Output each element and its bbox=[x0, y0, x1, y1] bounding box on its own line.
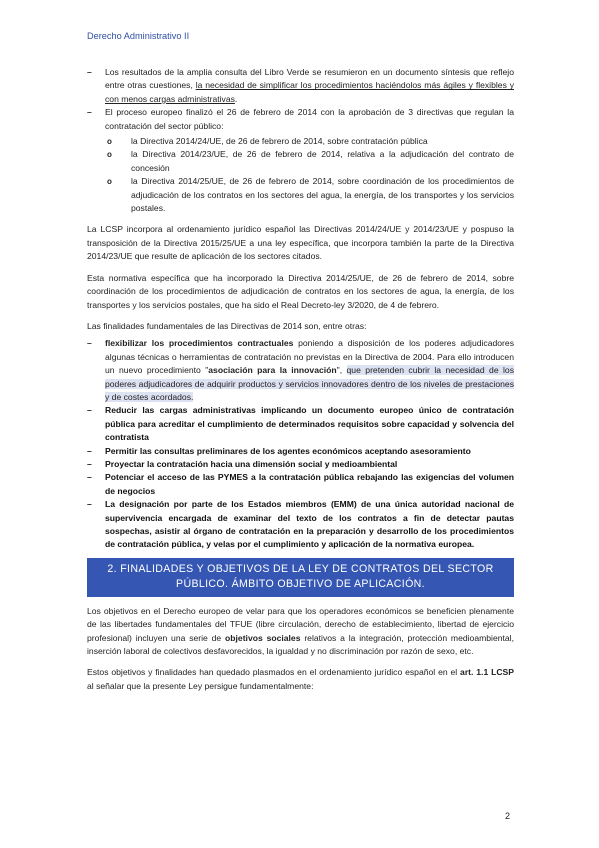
item-text: ", bbox=[336, 365, 347, 376]
page-header-title: Derecho Administrativo II bbox=[87, 31, 190, 41]
page-number: 2 bbox=[505, 811, 511, 821]
list-item bbox=[87, 106, 514, 215]
paragraph: Las finalidades fundamentales de las Directivas de 2014 son, entre otras: bbox=[87, 320, 367, 331]
document-body bbox=[87, 66, 514, 693]
paragraph: Esta normativa específica que ha incorporado la Directiva 2014/25/UE, de 26 de febrero de 2014, sobre coordinación de los procedimientos de adjudicación de contratos en los sectores de agua, la energía, de los transportes y los servicios postales, que ha sido el Real Decreto-ley 3/2020, de 4 de febrero. bbox=[87, 272, 514, 310]
paragraph bbox=[87, 605, 514, 659]
sublist-item: o la Directiva 2014/25/UE, de 26 de febrero de 2014, sobre coordinación de los procedimientos de adjudicación de los contratos en los sectores del agua, la energía, de los transportes y los servicios postales. bbox=[105, 175, 514, 215]
sublist-item: o la Directiva 2014/24/UE, de 26 de febrero de 2014, sobre contratación pública bbox=[105, 135, 514, 148]
item-text: poniendo a disposición de los poderes adjudicadores algunas técnicas o herramientas de contratación no previstas en la Directiva de 2004. Para ello introducen un nuevo procedimiento " bbox=[105, 338, 514, 376]
list-item: – Proyectar la contratación hacia una dimensión social y medioambiental bbox=[87, 458, 514, 471]
objectives-list bbox=[87, 337, 514, 552]
paragraph-text: relativos a la integración, protección medioambiental, inserción laboral de colectivos desfavorecidos, la igualdad y no discriminación por razón de sexo, etc. bbox=[87, 632, 514, 657]
bold-text: objetivos sociales bbox=[225, 632, 301, 643]
intro-list bbox=[87, 66, 514, 215]
list-item: – Potenciar el acceso de las PYMES a la contratación pública rebajando las exigencias del volumen de negocios bbox=[87, 471, 514, 498]
highlighted-text: que pretenden cubrir la necesidad de los poderes adjudicadores de adquirir productos y servicios innovadores dentro de los niveles de prestaciones y de costes acordados. bbox=[105, 365, 515, 402]
list-item: – La designación por parte de los Estados miembros (EMM) de una única autoridad nacional de supervivencia encargada de examinar del texto de los contratos a fin de detectar pautas sospechas, asistir al órgano de contratación en la preparación y desarrollo de los procedimientos de contratación pública, y velas por el cumplimiento y aplicación de la normativa europea. bbox=[87, 498, 514, 552]
bold-text: asociación para la innovación bbox=[208, 365, 337, 376]
bold-text: flexibilizar los procedimientos contractuales bbox=[105, 338, 294, 349]
list-item bbox=[87, 66, 514, 106]
paragraph-text: Los objetivos en el Derecho europeo de velar para que los operadores económicos se beneficien plenamente de las libertades fundamentales del TFUE (libre circulación, derecho de establecimiento, libertad de ejercicio profesional) incluyen una serie de bbox=[87, 605, 514, 643]
underlined-text: la necesidad de simplificar los procedimientos haciéndolos más ágiles y flexibles y con menos cargas administrativas bbox=[105, 80, 514, 104]
directive-sublist bbox=[105, 135, 514, 215]
bold-text: art. 1.1 LCSP bbox=[460, 667, 515, 678]
paragraph bbox=[87, 666, 514, 693]
list-item bbox=[87, 337, 514, 404]
list-item: – Reducir las cargas administrativas implicando un documento europeo único de contratación pública para acreditar el cumplimiento de determinados requisitos sobre capacidad y solvencia del contratista bbox=[87, 404, 514, 444]
paragraph-text: al señalar que la presente Ley persigue fundamentalmente: bbox=[87, 680, 314, 691]
paragraph: La LCSP incorpora al ordenamiento jurídico español las Directivas 2014/24/UE y 2014/23/UE y pospuso la transposición de la Directiva 2015/25/UE a una ley específica, que incorpora también la parte de la Directiva 2014/23/UE que resulte de aplicación de los sectores citados. bbox=[87, 224, 514, 262]
sublist-item: o la Directiva 2014/23/UE, de 26 de febrero de 2014, relativa a la adjudicación del contrato de concesión bbox=[105, 148, 514, 175]
paragraph-text: Estos objetivos y finalidades han quedado plasmados en el ordenamiento jurídico español en el bbox=[87, 667, 461, 678]
list-item: – Permitir las consultas preliminares de los agentes económicos aceptando asesoramiento bbox=[87, 445, 514, 458]
item-text: El proceso europeo finalizó el 26 de febrero de 2014 con la aprobación de 3 directivas que regulan la contratación del sector público: bbox=[105, 107, 514, 131]
item-text: Los resultados de la amplia consulta del Libro Verde se resumieron en un documento síntesis que reflejo entre otras cuestiones, bbox=[105, 67, 514, 91]
item-text: . bbox=[234, 93, 238, 104]
section-heading: 2. FINALIDADES Y OBJETIVOS DE LA LEY DE CONTRATOS DEL SECTOR PÚBLICO. ÁMBITO OBJETIVO DE APLICACIÓN. bbox=[87, 558, 514, 597]
